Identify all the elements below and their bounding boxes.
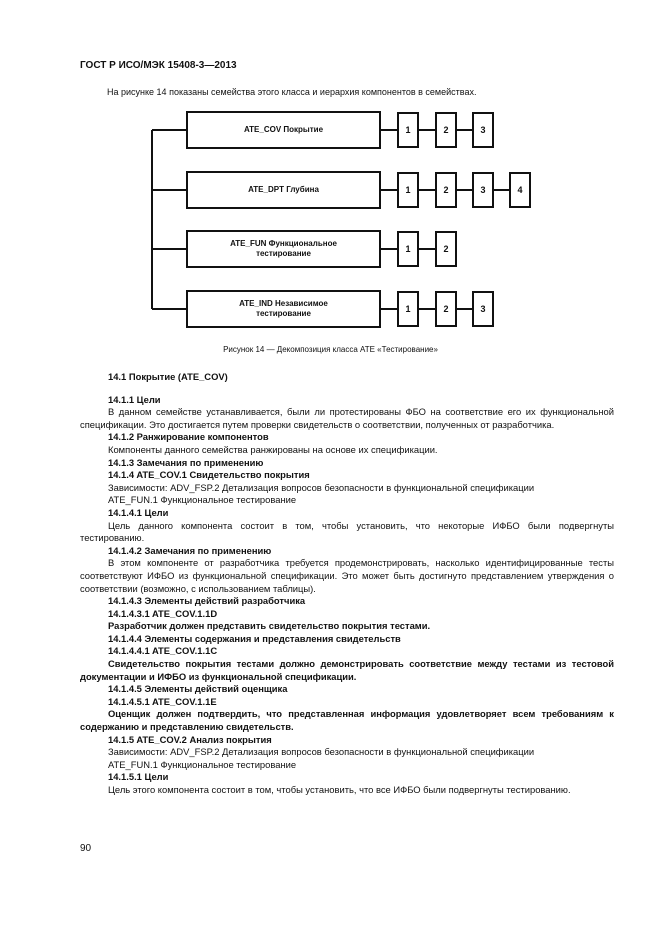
family-box-ate-cov <box>186 111 381 149</box>
component-box: 1 <box>397 112 419 148</box>
subsection-heading: 14.1.4.1 Цели <box>108 506 169 518</box>
requirement-text: Свидетельство покрытия тестами должно демонстрировать соответствие между тестами из тестовой документации и ИФБО из функциональной спецификации. <box>80 658 614 682</box>
subsection-heading: 14.1.4.3 Элементы действий разработчика <box>108 595 306 607</box>
paragraph: Зависимости: ADV_FSP.2 Детализация вопросов безопасности в функциональной спецификации <box>108 746 535 758</box>
family-label: ATE_FUN Функциональное <box>230 239 337 248</box>
requirement-text: Оценщик должен подтвердить, что представленная информация удовлетворяет всем требованиям к содержанию и представлению свидетельств. <box>80 708 614 733</box>
paragraph: В данном семействе устанавливается, были ли протестированы ФБО на соответствие его их функциональной спецификации. Это достигается путем проверки свидетельств о соответствии, полученных от разработчика. <box>80 406 614 430</box>
figure-caption: Рисунок 14 — Декомпозиция класса АТЕ «Тестирование» <box>223 345 438 354</box>
component-box: 4 <box>509 172 531 208</box>
subsection-heading: 14.1.4.5.1 ATE_COV.1.1E <box>108 695 217 707</box>
paragraph: ATE_FUN.1 Функциональное тестирование <box>108 494 297 506</box>
requirement-text: Разработчик должен представить свидетельство покрытия тестами. <box>108 620 431 632</box>
diagram-connectors <box>0 0 661 340</box>
family-label: ATE_IND Независимое <box>239 299 328 308</box>
family-label: ATE_COV Покрытие <box>243 125 324 134</box>
component-box: 3 <box>472 291 494 327</box>
subsection-heading: 14.1.1 Цели <box>108 393 161 405</box>
paragraph: Компоненты данного семейства ранжированы на основе их спецификации. <box>108 443 438 455</box>
subsection-heading: 14.1.4.2 Замечания по применению <box>108 544 272 556</box>
component-box: 2 <box>435 172 457 208</box>
subsection-heading: 14.1.2 Ранжирование компонентов <box>108 431 269 443</box>
family-box-ate-fun <box>186 230 381 268</box>
subsection-heading: 14.1.4 ATE_COV.1 Свидетельство покрытия <box>108 469 310 481</box>
paragraph: В этом компоненте от разработчика требуется продемонстрировать, насколько идентифицированные тесты соответствуют ИФБО из функциональной спецификации. Это может быть достигнуто представлением утверждения о соответствии (возможно, с использованием таблицы). <box>80 557 614 594</box>
subsection-heading: 14.1.5 ATE_COV.2 Анализ покрытия <box>108 733 272 745</box>
component-box: 3 <box>472 172 494 208</box>
family-box-ate-dpt <box>186 171 381 209</box>
family-label: ATE_DPT Глубина <box>248 185 319 194</box>
intro-text: На рисунке 14 показаны семейства этого класса и иерархия компонентов в семействах. <box>107 87 477 97</box>
family-label-line2: тестирование <box>256 309 311 318</box>
subsection-heading: 14.1.4.4 Элементы содержания и представления свидетельств <box>108 632 401 644</box>
subsection-heading: 14.1.4.4.1 ATE_COV.1.1C <box>108 645 218 657</box>
paragraph: ATE_FUN.1 Функциональное тестирование <box>108 758 297 770</box>
component-box: 1 <box>397 172 419 208</box>
paragraph: Цель данного компонента состоит в том, чтобы установить, что некоторые ИФБО были подвергнуты тестированию. <box>80 519 614 544</box>
decomposition-diagram <box>0 0 661 340</box>
family-label-line2: тестирование <box>256 249 311 258</box>
page-number: 90 <box>80 843 92 854</box>
subsection-heading: 14.1.4.5 Элементы действий оценщика <box>108 683 288 695</box>
document-header: ГОСТ Р ИСО/МЭК 15408-3—2013 <box>80 60 237 71</box>
component-box: 2 <box>435 231 457 267</box>
paragraph: Зависимости: ADV_FSP.2 Детализация вопросов безопасности в функциональной спецификации <box>108 481 535 493</box>
component-box: 2 <box>435 291 457 327</box>
subsection-heading: 14.1.4.3.1 ATE_COV.1.1D <box>108 607 218 619</box>
subsection-heading: 14.1.3 Замечания по применению <box>108 456 264 468</box>
component-box: 1 <box>397 291 419 327</box>
paragraph: Цель этого компонента состоит в том, чтобы установить, что все ИФБО были подвергнуты тестированию. <box>108 784 571 795</box>
component-box: 3 <box>472 112 494 148</box>
component-box: 1 <box>397 231 419 267</box>
subsection-heading: 14.1.5.1 Цели <box>108 771 169 783</box>
section-heading: 14.1 Покрытие (ATE_COV) <box>108 371 228 382</box>
component-box: 2 <box>435 112 457 148</box>
family-box-ate-ind <box>186 290 381 328</box>
document-body <box>80 371 614 797</box>
